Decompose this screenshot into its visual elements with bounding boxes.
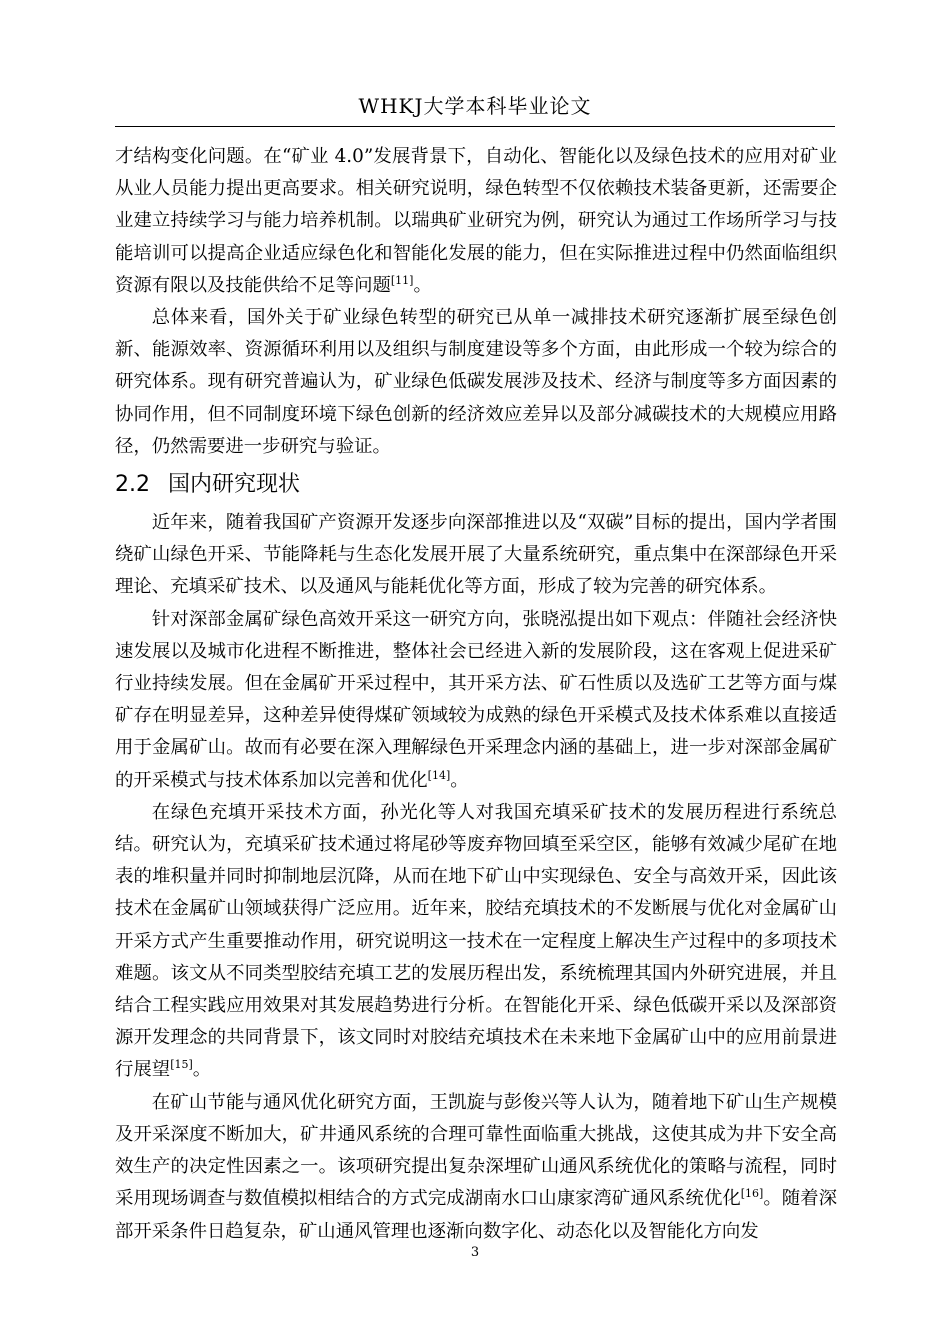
paragraph-2: [115, 302, 837, 463]
paragraph-1: [115, 141, 837, 302]
paragraph-5-tail: 。: [192, 1059, 212, 1081]
paragraph-5-text: 在绿色充填开采技术方面，孙光化等人对我国充填采矿技术的发展历程进行系统总结。研究认为，充填采矿技术通过将尾砂等废弃物回填至采空区，能够有效减少尾矿在地表的堆积量并同时抑制地层沉降，从而在地下矿山中实现绿色、安全与高效开采，因此该技术在金属矿山领域获得广泛应用。近年来，胶结充填技术的不发断展与优化对金属矿山开采方式产生重要推动作用，研究说明这一技术在一定程度上解决生产过程中的多项技术难题。该文从不同类型胶结充填工艺的发展历程出发，系统梳理其国内外研究进展，并且结合工程实践应用效果对其发展趋势进行分析。在智能化开采、绿色低碳开采以及深部资源开发理念的共同背景下，该文同时对胶结充填技术在未来地下金属矿山中的应用前景进行展望: [115, 801, 837, 1081]
paragraph-3-text: 近年来，随着我国矿产资源开发逐步向深部推进以及“双碳”目标的提出，国内学者围绕矿山绿色开采、节能降耗与生态化发展开展了大量系统研究，重点集中在深部绿色开采理论、充填采矿技术、以及通风与能耗优化等方面，形成了较为完善的研究体系。: [115, 512, 837, 598]
paragraph-4: [115, 604, 837, 797]
paragraph-1-text: 才结构变化问题。在“矿业 4.0”发展背景下，自动化、智能化以及绿色技术的应用对矿业从业人员能力提出更高要求。相关研究说明，绿色转型不仅依赖技术装备更新，还需要企业建立持续学习与能力培养机制。以瑞典矿业研究为例，研究认为通过工作场所学习与技能培训可以提高企业适应绿色化和智能化发展的能力，但在实际推进过程中仍然面临组织资源有限以及技能供给不足等问题: [115, 146, 837, 296]
page-header: WHKJ大学本科毕业论文: [358, 94, 592, 118]
paragraph-1-tail: 。: [413, 274, 432, 296]
paragraph-6: [115, 1087, 837, 1248]
paragraph-2-text: 总体来看，国外关于矿业绿色转型的研究已从单一减排技术研究逐渐扩展至绿色创新、能源效率、资源循环利用以及组织与制度建设等多个方面，由此形成一个较为综合的研究体系。现有研究普遍认为，矿业绿色低碳发展涉及技术、经济与制度等多方面因素的协同作用，但不同制度环境下绿色创新的经济效应差异以及部分减碳技术的大规模应用路径，仍然需要进一步研究与验证。: [115, 307, 837, 457]
page-number: 3: [470, 1245, 480, 1260]
citation-11: [11]: [390, 273, 414, 287]
paragraph-6-tail: 。随着深部开采条件日趋复杂，矿山通风管理也逐渐向数字化、动态化以及智能化方向发: [115, 1188, 837, 1242]
paragraph-4-text: 针对深部金属矿绿色高效开采这一研究方向，张晓泓提出如下观点：伴随社会经济快速发展以及城市化进程不断推进，整体社会已经进入新的发展阶段，这在客观上促进采矿行业持续发展。但在金属矿开采过程中，其开采方法、矿石性质以及选矿工艺等方面与煤矿存在明显差异，这种差异使得煤矿领域较为成熟的绿色开采模式及技术体系难以直接适用于金属矿山。故而有必要在深入理解绿色开采理念内涵的基础上，进一步对深部金属矿的开采模式与技术体系加以完善和优化: [115, 608, 837, 791]
paragraph-4-tail: 。: [450, 769, 469, 791]
citation-16: [16]: [740, 1187, 764, 1201]
header-rule: [115, 126, 835, 127]
citation-15: [15]: [170, 1058, 193, 1072]
paragraph-6-text: 在矿山节能与通风优化研究方面，王凯旋与彭俊兴等人认为，随着地下矿山生产规模及开采深度不断加大，矿井通风系统的合理可靠性面临重大挑战，这使其成为井下安全高效生产的决定性因素之一。该项研究提出复杂深埋矿山通风系统优化的策略与流程，同时采用现场调查与数值模拟相结合的方式完成湖南水口山康家湾矿通风系统优化: [115, 1091, 837, 1210]
paragraph-5: [115, 797, 837, 1087]
citation-14: [14]: [427, 768, 451, 782]
section-title: 国内研究现状: [168, 472, 301, 498]
paragraph-3: [115, 507, 837, 604]
page-body: [115, 141, 837, 1248]
section-heading: [115, 468, 837, 502]
section-number: 2.2: [115, 472, 150, 498]
